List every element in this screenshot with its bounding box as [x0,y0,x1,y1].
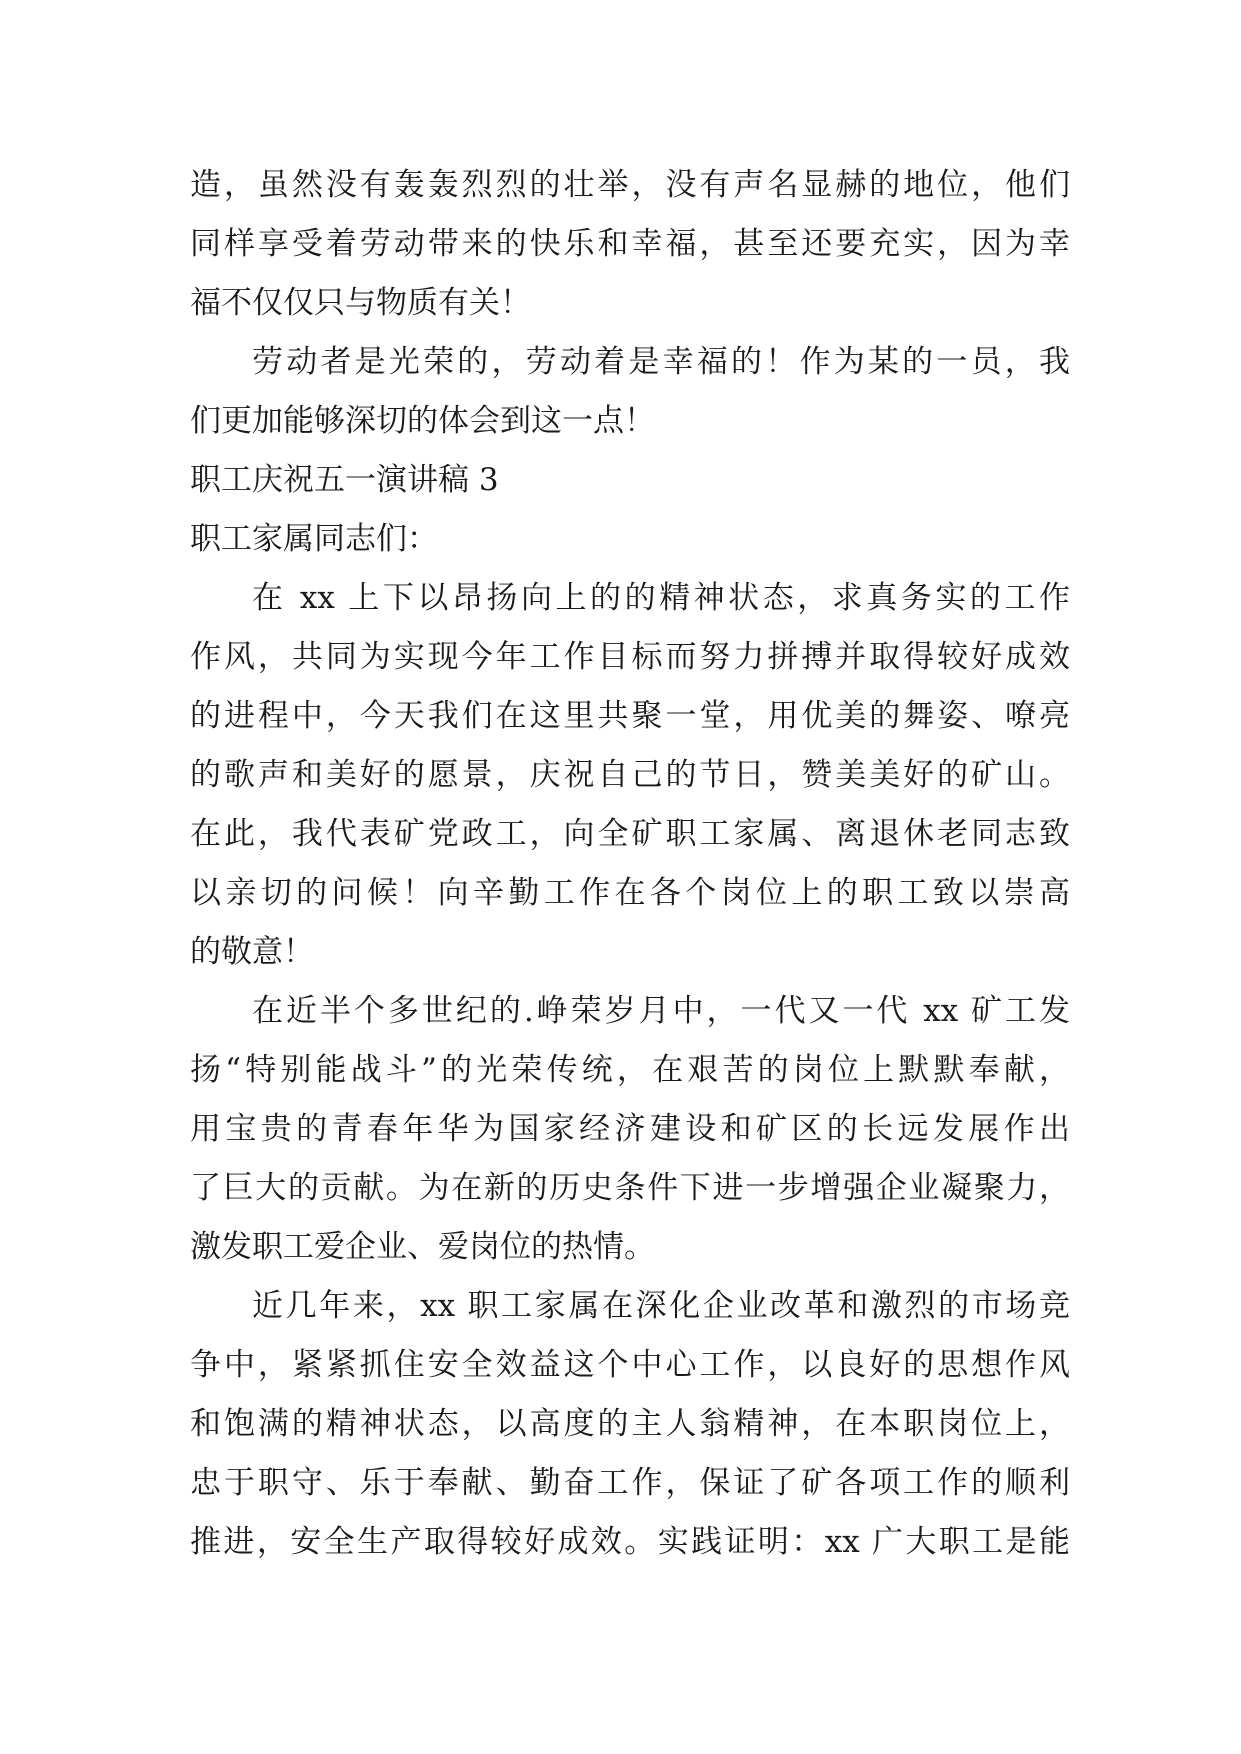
text-line: 职工庆祝五一演讲稿 3 [190,462,499,498]
text-line: 造，虽然没有轰轰烈烈的壮举，没有声名显赫的地位，他们 [190,167,1070,203]
text-line: 在 xx 上下以昂扬向上的的精神状态，求真务实的工作 [252,580,1070,616]
text-line: 推进，安全生产取得较好成效。实践证明：xx 广大职工是能 [190,1524,1070,1560]
text-line: 的敬意！ [190,934,314,970]
text-line: 的进程中，今天我们在这里共聚一堂，用优美的舞姿、嘹亮 [190,698,1070,734]
text-line: 近几年来，xx 职工家属在深化企业改革和激烈的市场竞 [252,1288,1070,1324]
text-line: 同样享受着劳动带来的快乐和幸福，甚至还要充实，因为幸 [190,226,1070,262]
document-body [190,156,1070,1572]
text-line: 以亲切的问候！向辛勤工作在各个岗位上的职工致以崇高 [190,875,1070,911]
text-line: 争中，紧紧抓住安全效益这个中心工作，以良好的思想作风 [190,1347,1070,1383]
text-line: 和饱满的精神状态，以高度的主人翁精神，在本职岗位上， [190,1406,1070,1442]
text-line: 职工家属同志们： [190,521,438,557]
text-line: 了巨大的贡献。为在新的历史条件下进一步增强企业凝聚力， [190,1170,1070,1206]
text-line: 忠于职守、乐于奉献、勤奋工作，保证了矿各项工作的顺利 [190,1465,1070,1501]
text-line: 激发职工爱企业、爱岗位的热情。 [190,1229,655,1265]
text-line: 扬“特别能战斗”的光荣传统，在艰苦的岗位上默默奉献， [190,1052,1070,1088]
text-line: 用宝贵的青春年华为国家经济建设和矿区的长远发展作出 [190,1111,1070,1147]
text-line: 作风，共同为实现今年工作目标而努力拼搏并取得较好成效 [190,639,1070,675]
text-line: 在此，我代表矿党政工，向全矿职工家属、离退休老同志致 [190,816,1070,852]
text-line: 劳动者是光荣的，劳动着是幸福的！作为某的一员，我 [252,344,1070,380]
text-line: 在近半个多世纪的.峥荣岁月中，一代又一代 xx 矿工发 [252,993,1070,1029]
text-line: 福不仅仅只与物质有关！ [190,285,531,321]
text-line: 们更加能够深切的体会到这一点！ [190,403,655,439]
text-line: 的歌声和美好的愿景，庆祝自己的节日，赞美美好的矿山。 [190,757,1070,793]
